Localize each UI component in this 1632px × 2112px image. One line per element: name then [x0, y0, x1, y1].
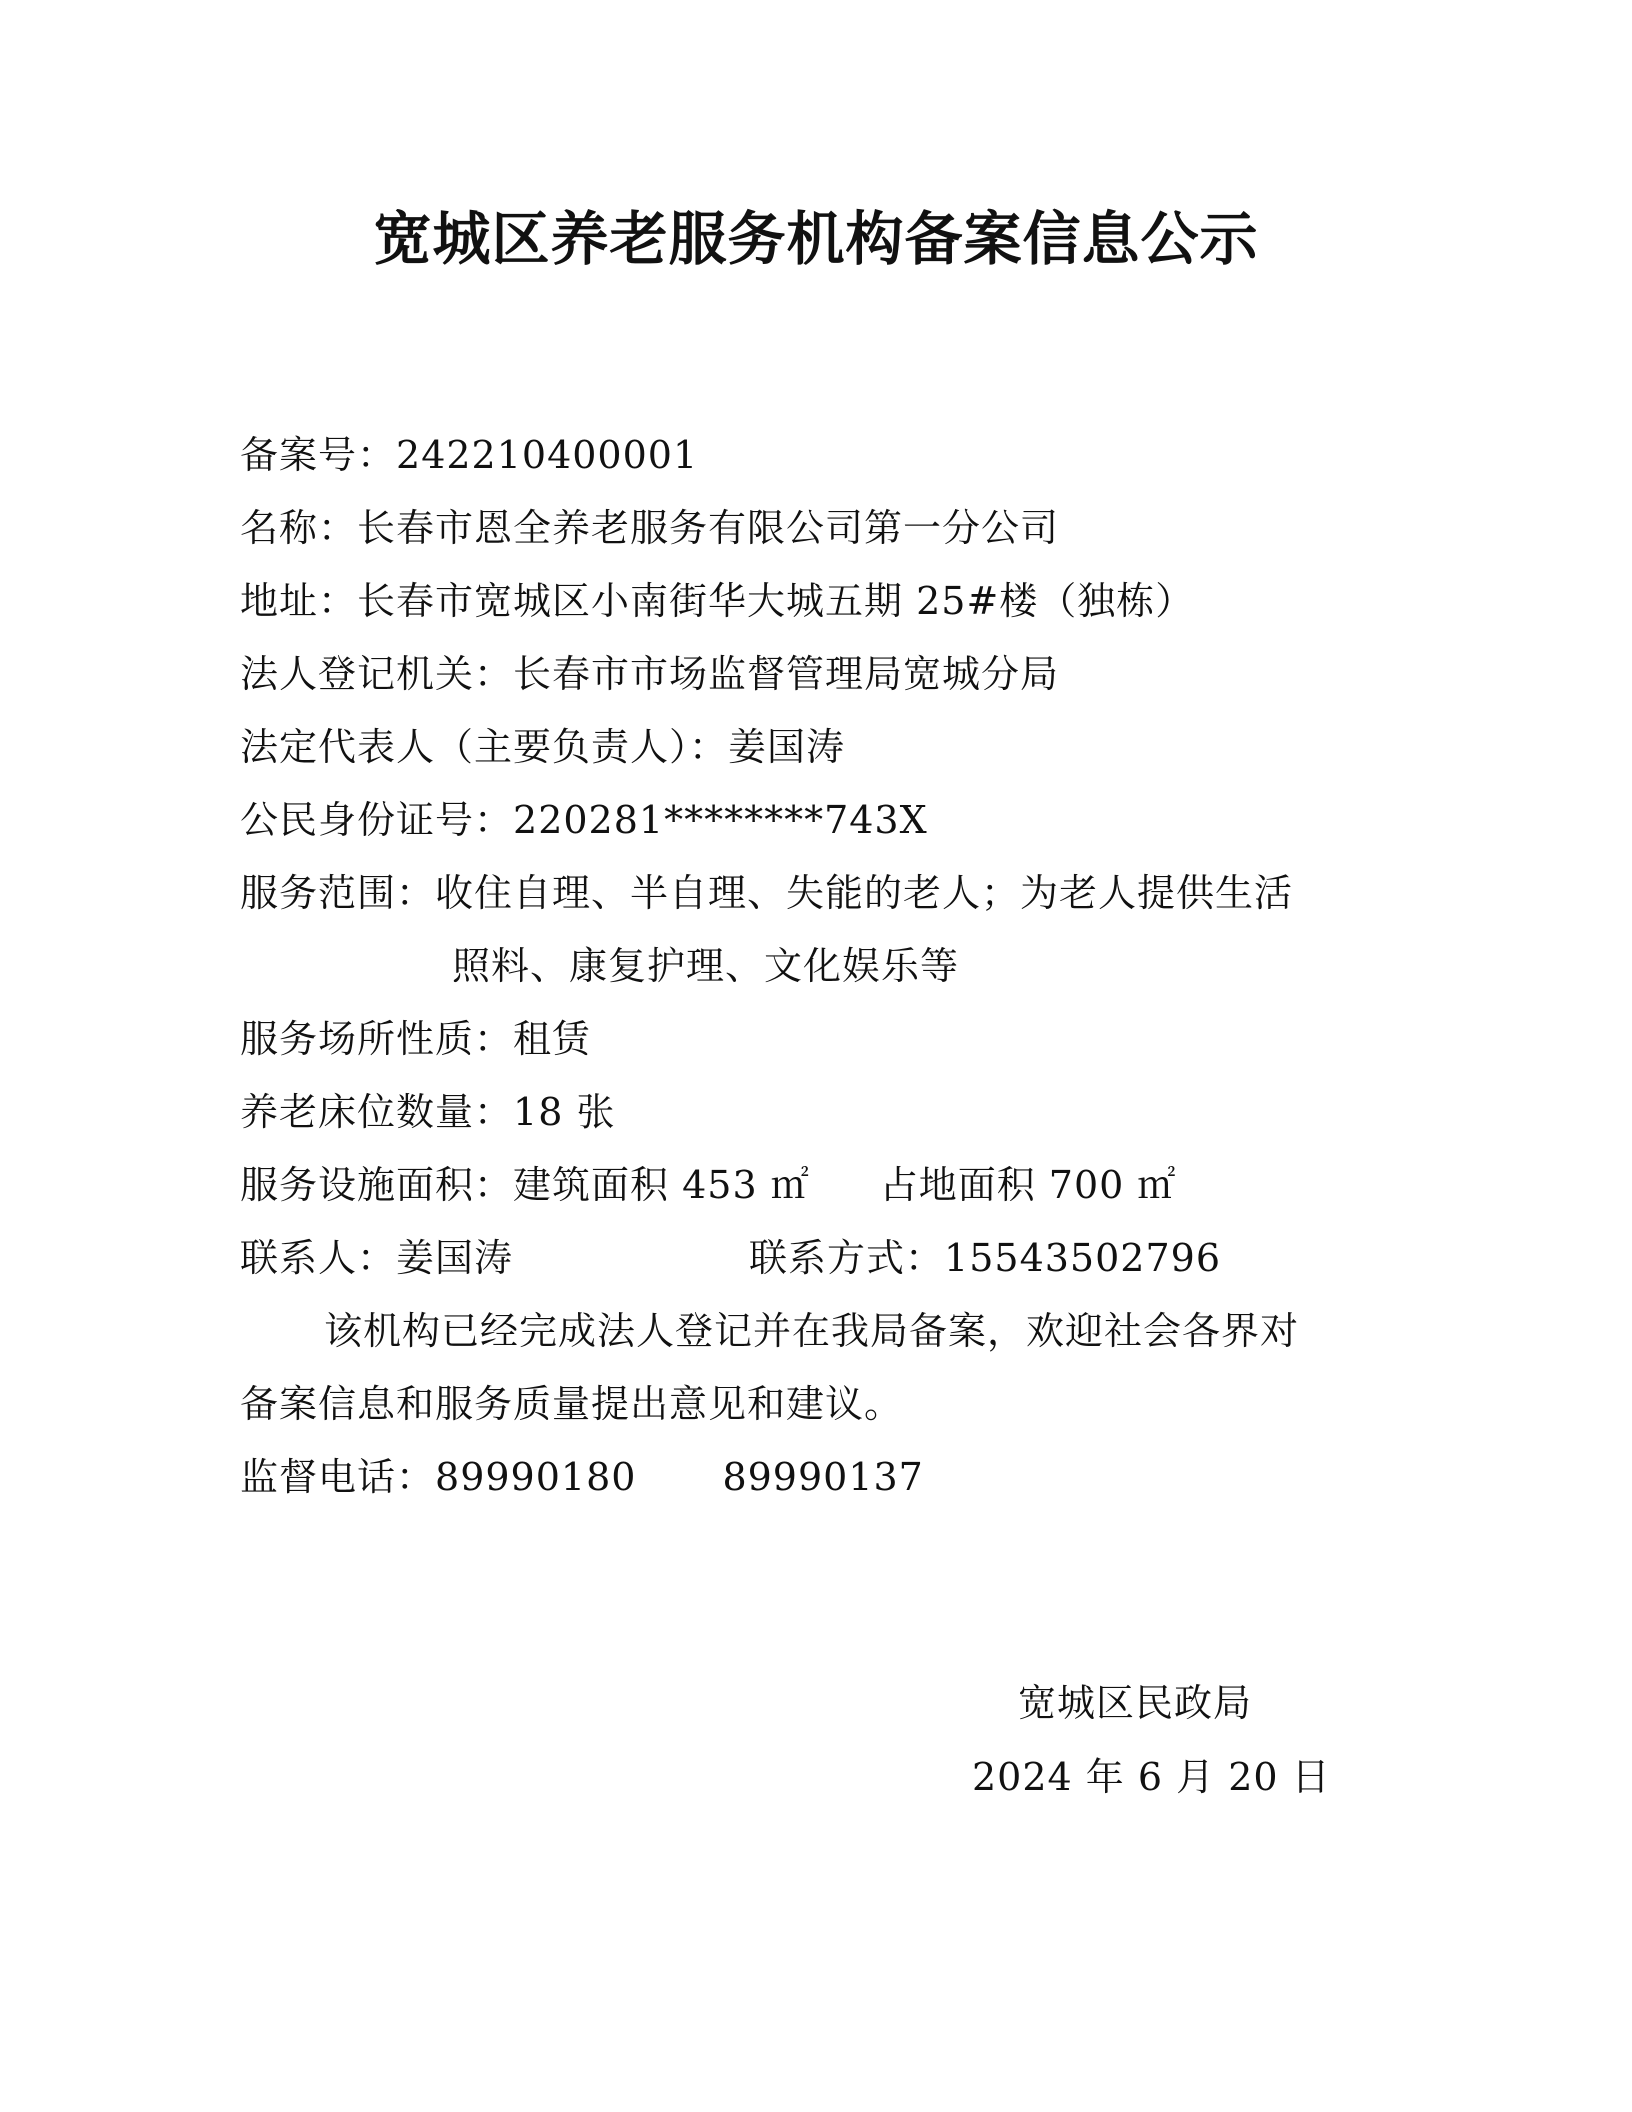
address-row	[240, 576, 1194, 626]
premises-nature-label: 服务场所性质：	[240, 1017, 514, 1061]
id-number-label: 公民身份证号：	[240, 798, 514, 842]
legal-rep-value: 姜国涛	[728, 725, 846, 769]
supervision-phone-1: 89990180	[435, 1455, 637, 1499]
page-title: 宽城区养老服务机构备案信息公示	[373, 205, 1259, 273]
service-scope-label: 服务范围：	[240, 871, 436, 915]
issue-date: 2024 年 6 月 20 日	[972, 1755, 1331, 1799]
facility-area-row	[240, 1160, 1176, 1210]
address-value: 长春市宽城区小南街华大城五期 25#楼（独栋）	[357, 579, 1195, 623]
registration-authority-value: 长春市市场监督管理局宽城分局	[513, 652, 1060, 696]
filing-number-row	[240, 430, 698, 480]
supervision-label: 监督电话：	[240, 1455, 436, 1499]
contact-method-label: 联系方式：	[749, 1236, 945, 1280]
legal-rep-row	[240, 722, 845, 772]
facility-area-label: 服务设施面积：	[240, 1163, 514, 1207]
name-row	[240, 503, 1059, 553]
bed-count-row	[240, 1087, 615, 1137]
legal-rep-label: 法定代表人（主要负责人）：	[240, 725, 729, 769]
service-scope-continuation: 照料、康复护理、文化娱乐等	[452, 944, 960, 988]
contact-label: 联系人：	[240, 1236, 397, 1280]
premises-nature-row	[240, 1014, 591, 1064]
contact-value: 姜国涛	[396, 1236, 514, 1280]
id-number-row	[240, 795, 928, 845]
issuer-name: 宽城区民政局	[1018, 1681, 1253, 1725]
name-label: 名称：	[240, 506, 358, 550]
building-area-value: 建筑面积 453 ㎡	[513, 1163, 810, 1207]
land-area-value: 占地面积 700 ㎡	[879, 1163, 1177, 1207]
bed-count-value: 18 张	[513, 1090, 616, 1134]
notice-line-2: 备案信息和服务质量提出意见和建议。	[240, 1382, 904, 1426]
name-value: 长春市恩全养老服务有限公司第一分公司	[357, 506, 1060, 550]
contact-method-value: 15543502796	[944, 1236, 1221, 1280]
premises-nature-value: 租赁	[513, 1017, 592, 1061]
registration-authority-label: 法人登记机关：	[240, 652, 514, 696]
service-scope-line1: 收住自理、半自理、失能的老人；为老人提供生活	[435, 871, 1294, 915]
address-label: 地址：	[240, 579, 358, 623]
filing-number-value: 242210400001	[396, 433, 699, 477]
contact-row	[240, 1233, 1221, 1283]
id-number-value: 220281********743X	[513, 798, 928, 842]
filing-number-label: 备案号：	[240, 433, 397, 477]
bed-count-label: 养老床位数量：	[240, 1090, 514, 1134]
service-scope-row	[240, 868, 1293, 918]
supervision-phone-row	[240, 1452, 924, 1502]
registration-authority-row	[240, 649, 1059, 699]
notice-line-1: 该机构已经完成法人登记并在我局备案，欢迎社会各界对	[324, 1309, 1300, 1353]
supervision-phone-2: 89990137	[722, 1455, 924, 1499]
